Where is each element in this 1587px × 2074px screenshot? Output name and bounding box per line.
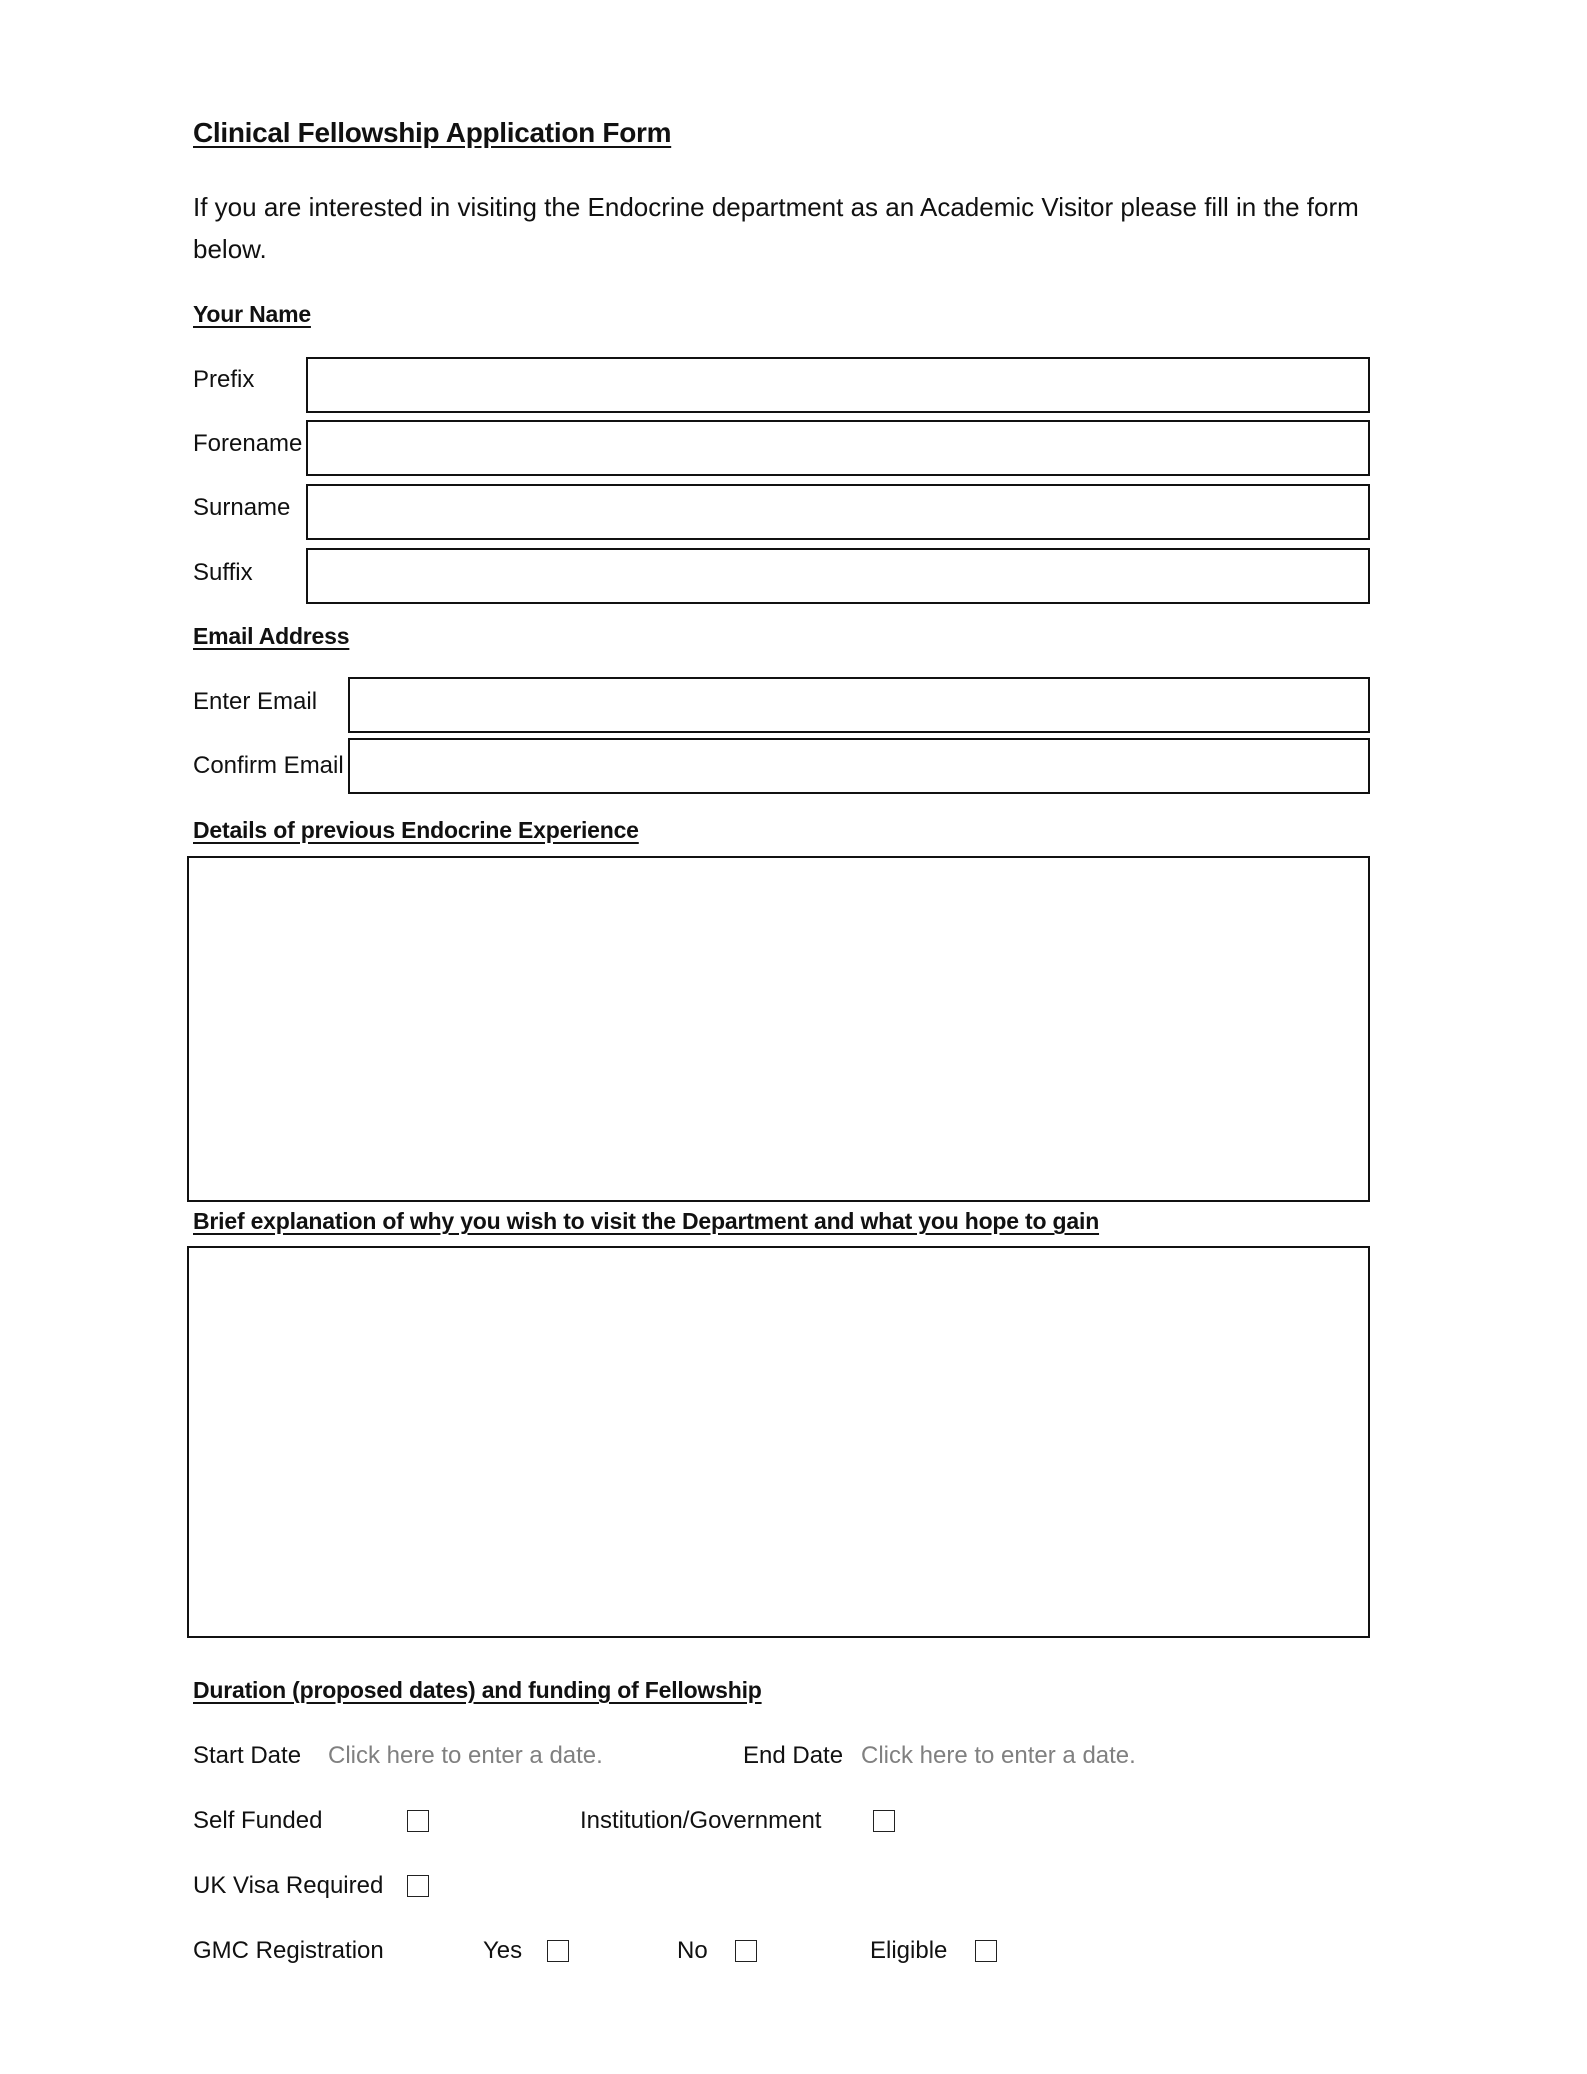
- self-funded-label: Self Funded: [193, 1807, 323, 1834]
- explanation-textarea[interactable]: [187, 1246, 1370, 1638]
- visa-checkbox[interactable]: [407, 1875, 429, 1897]
- surname-input[interactable]: [306, 484, 1370, 540]
- experience-textarea[interactable]: [187, 856, 1370, 1202]
- gmc-no-checkbox[interactable]: [735, 1940, 757, 1962]
- gmc-label: GMC Registration: [193, 1937, 384, 1964]
- gmc-yes-checkbox[interactable]: [547, 1940, 569, 1962]
- form-title: Clinical Fellowship Application Form: [193, 117, 672, 148]
- institution-checkbox[interactable]: [873, 1810, 895, 1832]
- confirm-email-input[interactable]: [348, 738, 1370, 794]
- explanation-heading: Brief explanation of why you wish to visit the Department and what you hope to gain: [193, 1208, 1100, 1234]
- surname-label: Surname: [193, 494, 291, 521]
- start-date-label: Start Date: [193, 1742, 302, 1769]
- forename-label: Forename: [193, 430, 303, 457]
- prefix-label: Prefix: [193, 366, 255, 393]
- enter-email-input[interactable]: [348, 677, 1370, 733]
- confirm-email-label: Confirm Email: [193, 752, 344, 779]
- gmc-no-label: No: [677, 1937, 708, 1964]
- gmc-eligible-checkbox[interactable]: [975, 1940, 997, 1962]
- end-date-label: End Date: [743, 1742, 844, 1769]
- visa-label: UK Visa Required: [193, 1872, 384, 1899]
- forename-input[interactable]: [306, 420, 1370, 476]
- intro-text: If you are interested in visiting the Endocrine department as an Academic Visitor please fill in the form below.: [193, 192, 1359, 264]
- experience-heading: Details of previous Endocrine Experience: [193, 817, 639, 843]
- gmc-eligible-label: Eligible: [870, 1937, 948, 1964]
- your-name-heading: Your Name: [193, 301, 311, 327]
- self-funded-checkbox[interactable]: [407, 1810, 429, 1832]
- duration-heading: Duration (proposed dates) and funding of Fellowship: [193, 1677, 762, 1703]
- gmc-yes-label: Yes: [483, 1937, 523, 1964]
- prefix-input[interactable]: [306, 357, 1370, 413]
- institution-label: Institution/Government: [580, 1807, 822, 1834]
- enter-email-label: Enter Email: [193, 688, 318, 715]
- email-heading: Email Address: [193, 623, 350, 649]
- start-date-picker[interactable]: Click here to enter a date.: [328, 1742, 603, 1769]
- end-date-picker[interactable]: Click here to enter a date.: [861, 1742, 1136, 1769]
- suffix-label: Suffix: [193, 559, 253, 586]
- suffix-input[interactable]: [306, 548, 1370, 604]
